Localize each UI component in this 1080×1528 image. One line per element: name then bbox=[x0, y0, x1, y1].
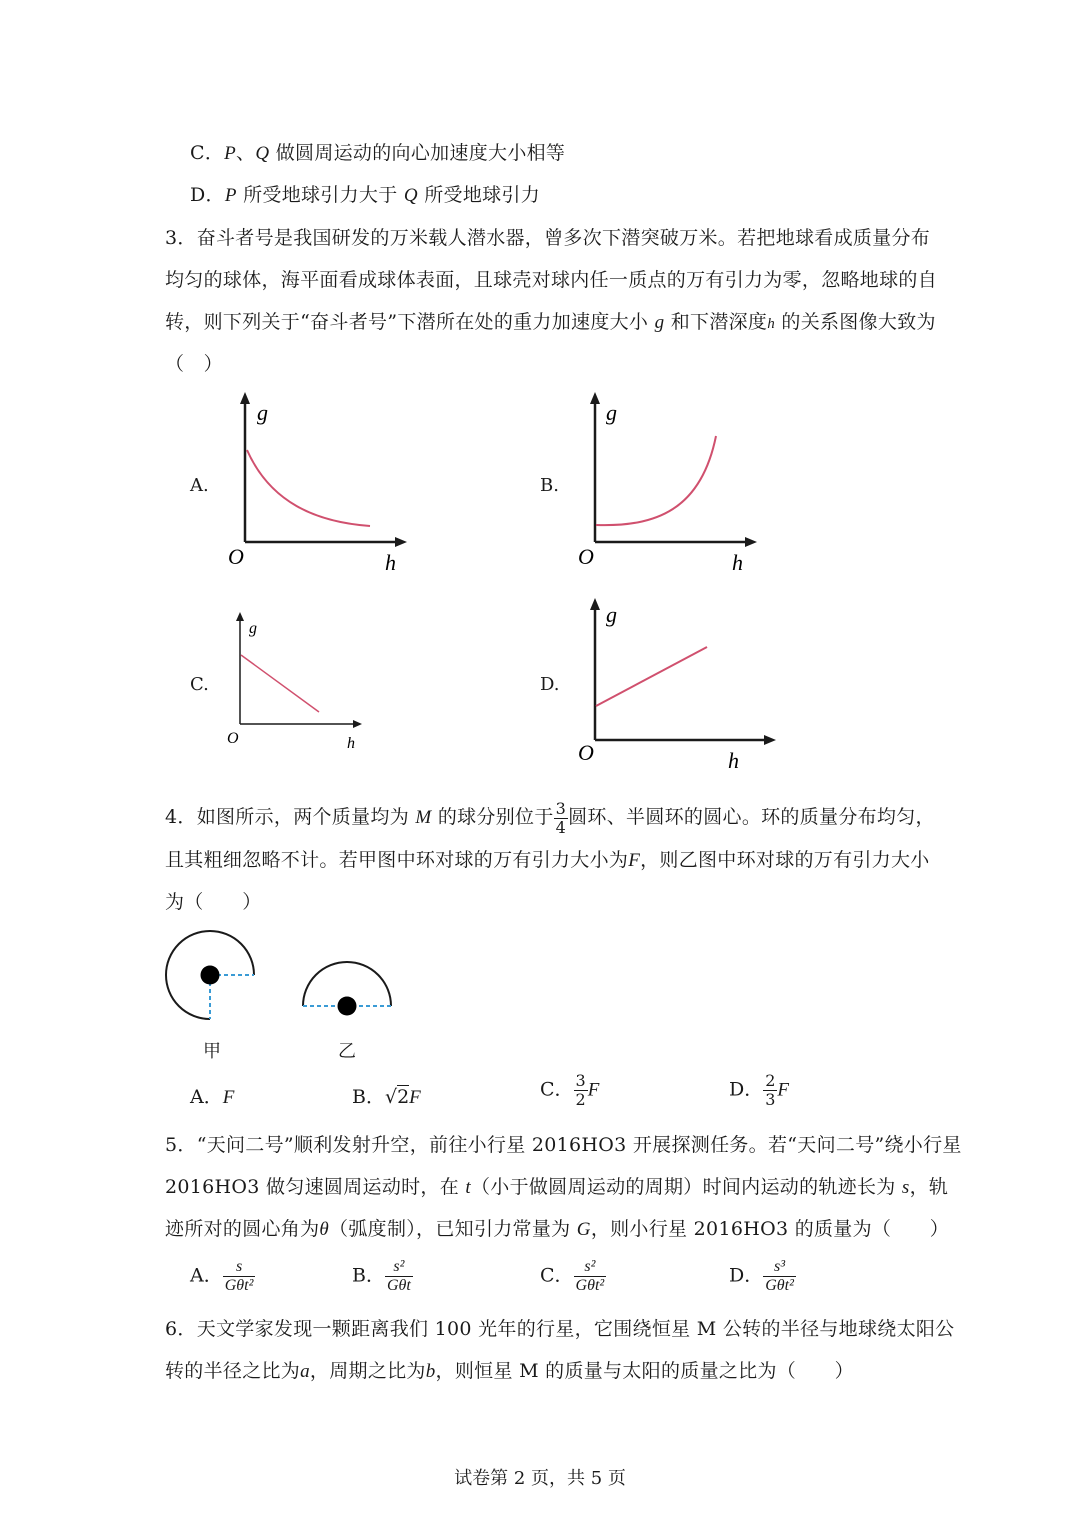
q5-option-b bbox=[352, 1258, 413, 1295]
figure-jia bbox=[160, 928, 270, 1038]
option-value: F bbox=[222, 1087, 235, 1108]
option-fraction bbox=[574, 1258, 607, 1295]
option-text: 所受地球引力大于 bbox=[243, 184, 398, 206]
q4-text: 且其粗细忽略不计。若甲图中环对球的万有引力大小为 bbox=[165, 849, 629, 871]
option-key: A． bbox=[190, 1086, 223, 1108]
graph-a-y-arrow bbox=[240, 392, 250, 404]
var-q: Q bbox=[403, 185, 418, 206]
q3-answer-paren: （ ） bbox=[165, 353, 223, 375]
graph-d-origin: O bbox=[578, 740, 594, 765]
q2-option-d bbox=[190, 182, 540, 209]
var-b: b bbox=[425, 1361, 436, 1382]
fraction-numerator: 2 bbox=[765, 1071, 776, 1090]
q4-option-b bbox=[352, 1082, 421, 1109]
graph-d-y-label: g bbox=[606, 602, 617, 627]
option-text: 做圆周运动的向心加速度大小相等 bbox=[275, 142, 566, 164]
fraction-three-quarters bbox=[554, 800, 568, 837]
graph-c-line bbox=[241, 655, 319, 712]
figure-jia-label: 甲 bbox=[203, 1041, 221, 1062]
graph-a-key: A. bbox=[190, 475, 209, 496]
q6-line-1: 6．天文学家发现一颗距离我们 100 光年的行星，它围绕恒星 M 公转的半径与地球绕太阳公 bbox=[165, 1318, 955, 1340]
q4-text: 的球分别位于 bbox=[437, 806, 554, 828]
page-footer: 试卷第 2 页，共 5 页 bbox=[454, 1468, 626, 1489]
graph-b-curve bbox=[596, 436, 716, 525]
var-g: g bbox=[654, 312, 665, 333]
q4-option-a bbox=[190, 1082, 234, 1109]
q6-line-2 bbox=[165, 1358, 854, 1385]
graph-d-x-label: h bbox=[728, 748, 739, 773]
fraction-denominator: Gθt² bbox=[765, 1277, 794, 1294]
fraction-numerator: s³ bbox=[763, 1258, 796, 1277]
graph-d-y-arrow bbox=[590, 598, 600, 610]
graph-c-origin: O bbox=[227, 730, 239, 747]
q6-text: 转的半径之比为 bbox=[165, 1360, 301, 1382]
graph-b-x-label: h bbox=[732, 550, 743, 575]
option-key: C． bbox=[540, 1078, 574, 1101]
graph-b-origin: O bbox=[578, 544, 594, 569]
fraction-numerator: s bbox=[223, 1258, 256, 1277]
q4-text: 4．如图所示，两个质量均为 bbox=[165, 806, 409, 828]
radicand: 2 bbox=[397, 1086, 410, 1108]
option-value: F bbox=[587, 1079, 600, 1101]
fraction-numerator: s² bbox=[385, 1258, 413, 1277]
option-key: B． bbox=[352, 1264, 385, 1287]
center-ball bbox=[201, 966, 220, 985]
option-key: D． bbox=[729, 1078, 764, 1101]
graph-b-y-label: g bbox=[606, 400, 617, 425]
var-g-const: G bbox=[576, 1219, 591, 1240]
q3-text: 转，则下列关于“奋斗者号”下潜所在处的重力加速度大小 bbox=[165, 311, 649, 333]
q3-text: 和下潜深度 bbox=[670, 311, 768, 333]
graph-d-line bbox=[596, 647, 707, 706]
q4-option-d bbox=[729, 1072, 789, 1109]
option-key: A． bbox=[190, 1264, 223, 1287]
option-fraction bbox=[385, 1258, 413, 1295]
graph-c-key: C. bbox=[190, 674, 209, 695]
figure-yi bbox=[298, 960, 408, 1040]
center-ball bbox=[338, 997, 357, 1016]
option-fraction bbox=[223, 1258, 256, 1295]
fraction-denominator: Gθt² bbox=[575, 1277, 605, 1294]
graph-d bbox=[576, 590, 816, 790]
fraction-denominator: 2 bbox=[575, 1090, 586, 1109]
graph-c-x-arrow bbox=[353, 720, 362, 728]
q5-text: （小于做圆周运动的周期）时间内运动的轨迹长为 bbox=[470, 1176, 896, 1198]
q5-text: ，轨 bbox=[909, 1176, 949, 1198]
fraction-denominator: 3 bbox=[765, 1090, 776, 1109]
fraction-numerator: s² bbox=[574, 1258, 607, 1277]
option-key: D． bbox=[190, 184, 225, 206]
q5-option-c bbox=[540, 1258, 606, 1295]
var-q: Q bbox=[255, 143, 270, 164]
q4-text: ，则乙图中环对球的万有引力大小 bbox=[640, 849, 930, 871]
graph-a-x-label: h bbox=[385, 550, 396, 575]
q5-line-2 bbox=[165, 1174, 948, 1201]
fraction-numerator: 3 bbox=[555, 798, 567, 818]
graph-b-x-arrow bbox=[745, 537, 757, 547]
fraction-denominator: 4 bbox=[555, 817, 567, 837]
q3-text: 的关系图像大致为 bbox=[781, 311, 936, 333]
option-key: C． bbox=[540, 1264, 574, 1287]
option-key: C． bbox=[190, 142, 225, 164]
q6-text: ，周期之比为 bbox=[309, 1360, 426, 1382]
var-t: t bbox=[465, 1177, 471, 1198]
sqrt-sign: √ bbox=[384, 1086, 398, 1108]
q5-text: 迹所对的圆心角为 bbox=[165, 1218, 320, 1240]
var-s: s bbox=[901, 1177, 910, 1198]
q4-text: 圆环、半圆环的圆心。环的质量分布均匀， bbox=[568, 806, 935, 828]
option-text: 所受地球引力 bbox=[424, 184, 541, 206]
var-a: a bbox=[300, 1361, 310, 1382]
separator: 、 bbox=[236, 142, 256, 164]
option-value: F bbox=[409, 1087, 421, 1108]
q5-text: （弧度制），已知引力常量为 bbox=[329, 1218, 571, 1240]
option-value: F bbox=[777, 1079, 790, 1101]
q3-line-3 bbox=[165, 309, 936, 337]
graph-a-curve bbox=[247, 450, 370, 526]
q5-text: 2016HO3 做匀速圆周运动时，在 bbox=[165, 1176, 460, 1198]
q5-line-1: 5．“天问二号”顺利发射升空，前往小行星 2016HO3 开展探测任务。若“天问二号”绕小行星 bbox=[165, 1134, 962, 1156]
q3-line-2: 均匀的球体，海平面看成球体表面，且球壳对球内任一质点的万有引力为零，忽略地球的自 bbox=[165, 269, 938, 291]
q4-line-2 bbox=[165, 847, 930, 874]
var-h: h bbox=[767, 316, 776, 332]
q2-option-c bbox=[190, 140, 565, 167]
q5-option-d bbox=[729, 1258, 796, 1295]
graph-c-y-arrow bbox=[236, 612, 244, 621]
var-f: F bbox=[628, 850, 641, 871]
option-fraction bbox=[574, 1072, 588, 1109]
graph-b bbox=[576, 392, 816, 592]
var-p: P bbox=[224, 143, 237, 164]
graph-d-key: D. bbox=[540, 674, 560, 695]
figure-yi-label: 乙 bbox=[338, 1041, 356, 1062]
graph-d-x-arrow bbox=[764, 735, 776, 745]
option-key: D． bbox=[729, 1264, 764, 1287]
graph-c bbox=[224, 612, 384, 762]
var-p: P bbox=[224, 185, 237, 206]
graph-a-origin: O bbox=[228, 544, 244, 569]
q6-text: ，则恒星 M 的质量与太阳的质量之比为（ ） bbox=[435, 1360, 854, 1382]
fraction-numerator: 3 bbox=[575, 1071, 586, 1090]
q5-line-3 bbox=[165, 1216, 949, 1243]
option-fraction bbox=[763, 1258, 796, 1295]
q3-line-1: 3．奋斗者号是我国研发的万米载人潜水器，曾多次下潜突破万米。若把地球看成质量分布 bbox=[165, 227, 931, 249]
graph-a bbox=[225, 392, 465, 592]
q4-option-c bbox=[540, 1072, 599, 1109]
var-m: M bbox=[415, 807, 432, 828]
graph-c-y-label: g bbox=[249, 620, 257, 637]
fraction-denominator: Gθt² bbox=[224, 1277, 254, 1294]
graph-b-key: B. bbox=[540, 475, 559, 496]
var-theta: θ bbox=[319, 1219, 330, 1240]
option-fraction bbox=[763, 1072, 777, 1109]
q5-text: ，则小行星 2016HO3 的质量为（ ） bbox=[590, 1218, 950, 1240]
q4-line-1 bbox=[165, 797, 935, 837]
q4-line-3: 为（ ） bbox=[165, 891, 262, 913]
fraction-denominator: Gθt bbox=[386, 1277, 411, 1294]
option-key: B． bbox=[352, 1086, 385, 1108]
graph-a-y-label: g bbox=[257, 400, 268, 425]
graph-a-x-arrow bbox=[395, 537, 407, 547]
q5-option-a bbox=[190, 1258, 255, 1295]
graph-b-y-arrow bbox=[590, 392, 600, 404]
graph-c-x-label: h bbox=[347, 735, 355, 752]
